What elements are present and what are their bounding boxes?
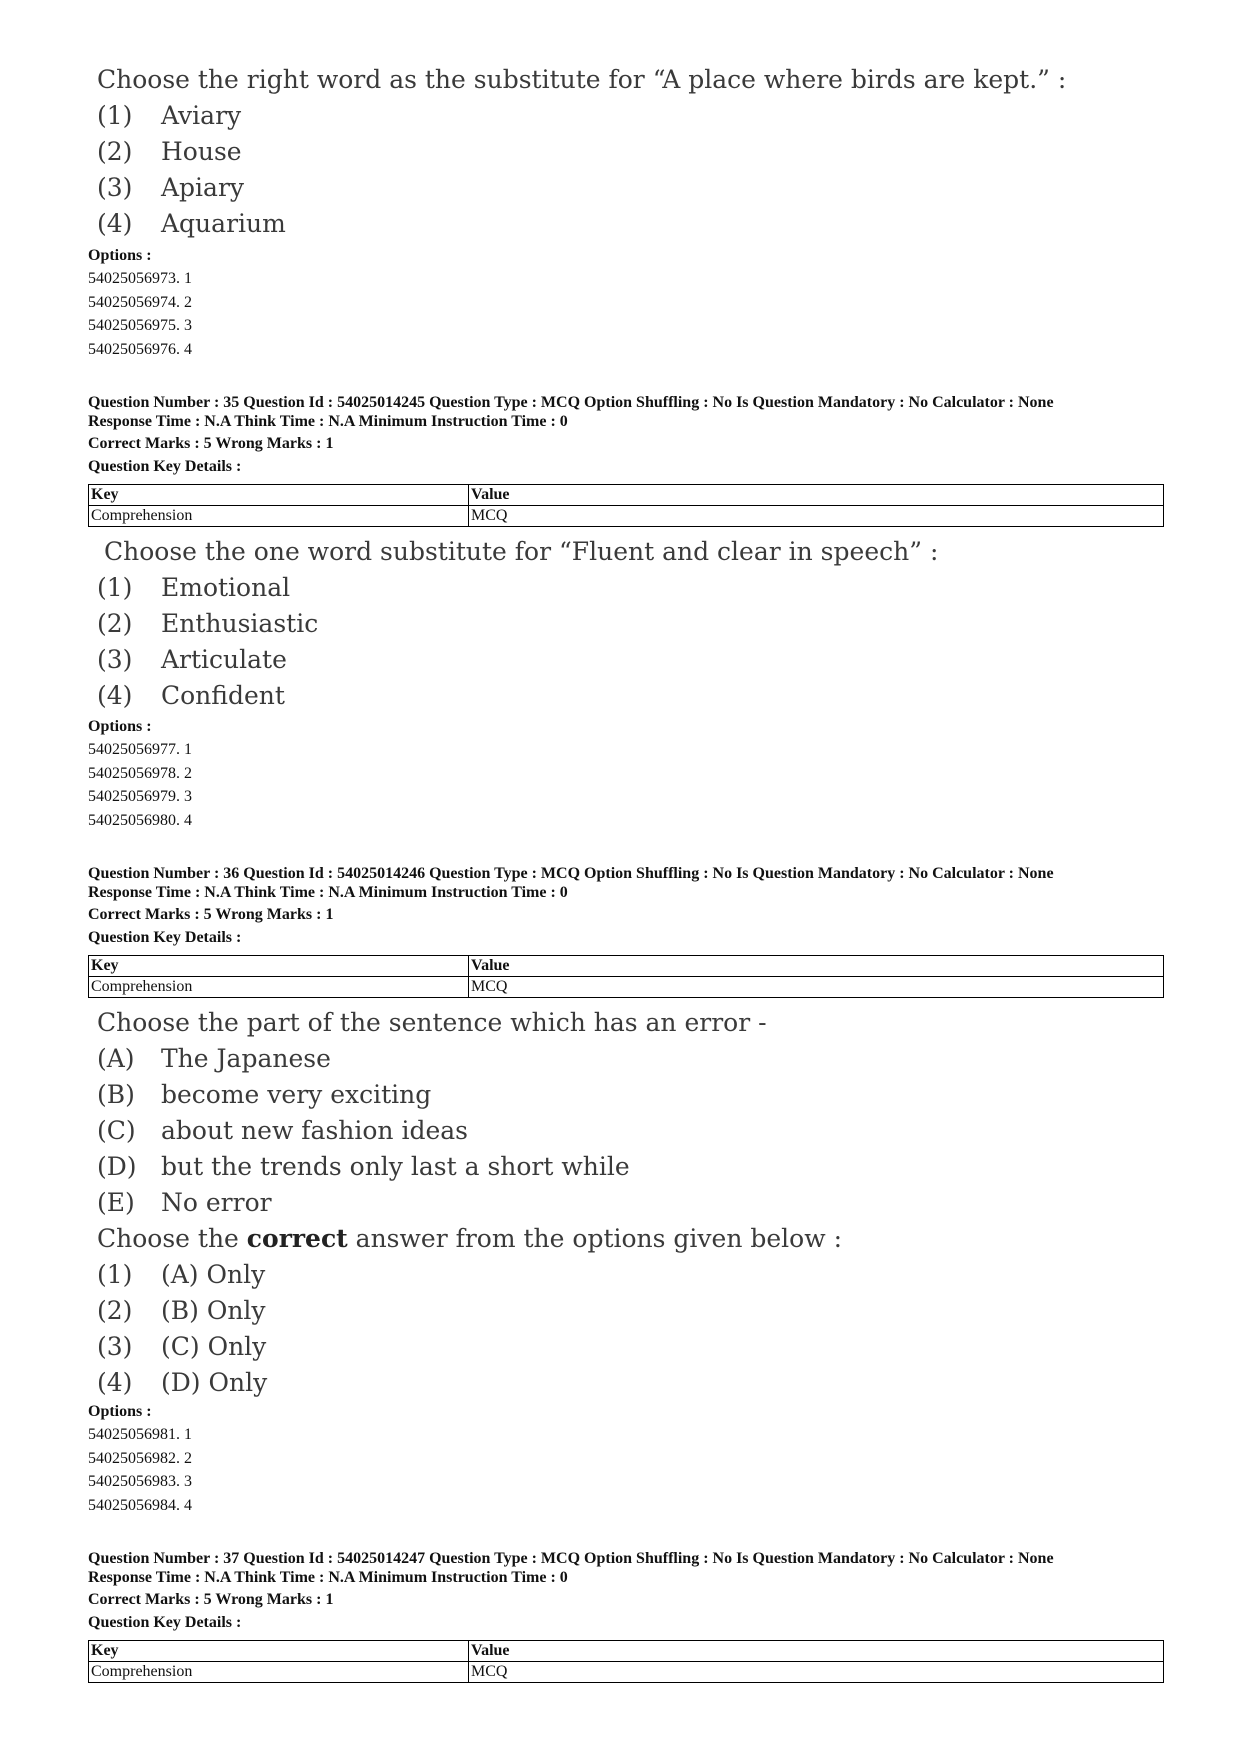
choice-text: Aquarium bbox=[161, 209, 286, 238]
q35-choices bbox=[97, 570, 318, 714]
choice-row bbox=[97, 98, 1066, 134]
choice-row bbox=[97, 206, 1066, 242]
choice-row bbox=[97, 134, 1066, 170]
choice-row bbox=[97, 170, 1066, 206]
choice-text: Confident bbox=[161, 681, 285, 710]
q36-options-list bbox=[88, 1400, 192, 1517]
choice-text: Apiary bbox=[161, 173, 245, 202]
question-key-details-label: Question Key Details : bbox=[88, 1613, 242, 1631]
choice-text: (C) Only bbox=[161, 1332, 267, 1361]
choice-number: (2) bbox=[97, 137, 133, 166]
table-header-value: Value bbox=[469, 485, 1164, 506]
options-label: Options : bbox=[88, 1403, 152, 1420]
q35-key-table bbox=[88, 484, 1164, 527]
question-timing-line: Response Time : N.A Think Time : N.A Minimum Instruction Time : 0 bbox=[88, 883, 568, 901]
question-key-details-label: Question Key Details : bbox=[88, 457, 242, 475]
sentence-part-row bbox=[97, 1041, 842, 1077]
choice-number: (1) bbox=[97, 573, 133, 602]
choice-text: (B) Only bbox=[161, 1296, 266, 1325]
table-cell-value: MCQ bbox=[469, 1662, 1164, 1683]
q36-key-table bbox=[88, 955, 1164, 998]
part-letter: (B) bbox=[97, 1080, 135, 1109]
choice-row bbox=[97, 570, 318, 606]
question-marks: Correct Marks : 5 Wrong Marks : 1 bbox=[88, 435, 334, 453]
q35-question-block bbox=[104, 534, 938, 570]
choice-number: (4) bbox=[97, 209, 133, 238]
question-header-line: Question Number : 36 Question Id : 54025014246 Question Type : MCQ Option Shuffling : No Is Question Mandatory : No Calculator : None bbox=[88, 865, 1054, 882]
question-marks: Correct Marks : 5 Wrong Marks : 1 bbox=[88, 906, 334, 924]
options-label: Options : bbox=[88, 718, 152, 735]
sentence-part-row bbox=[97, 1113, 842, 1149]
part-text: The Japanese bbox=[161, 1044, 331, 1073]
option-id: 54025056973. 1 bbox=[88, 270, 192, 288]
instruction-text: answer from the options given below : bbox=[347, 1224, 842, 1253]
q36-question-block bbox=[97, 1005, 842, 1401]
instruction-bold-text: correct bbox=[246, 1224, 348, 1253]
choice-number: (3) bbox=[97, 173, 133, 202]
table-cell-value: MCQ bbox=[469, 977, 1164, 998]
option-id: 54025056981. 1 bbox=[88, 1426, 192, 1444]
choice-number: (3) bbox=[97, 1332, 133, 1361]
part-text: become very exciting bbox=[161, 1080, 432, 1109]
choice-row bbox=[97, 678, 318, 714]
part-letter: (E) bbox=[97, 1188, 135, 1217]
choice-text: Emotional bbox=[161, 573, 291, 602]
choice-number: (4) bbox=[97, 1368, 133, 1397]
table-cell-key: Comprehension bbox=[89, 977, 469, 998]
option-id: 54025056977. 1 bbox=[88, 741, 192, 759]
choice-text: Articulate bbox=[161, 645, 287, 674]
table-header-value: Value bbox=[469, 1641, 1164, 1662]
part-text: about new fashion ideas bbox=[161, 1116, 469, 1145]
option-id: 54025056984. 4 bbox=[88, 1496, 192, 1514]
sentence-part-row bbox=[97, 1077, 842, 1113]
option-id: 54025056980. 4 bbox=[88, 811, 192, 829]
q35-header bbox=[88, 394, 1168, 476]
part-text: No error bbox=[161, 1188, 272, 1217]
part-letter: (C) bbox=[97, 1116, 136, 1145]
option-id: 54025056983. 3 bbox=[88, 1473, 192, 1491]
choice-row bbox=[97, 1365, 842, 1401]
q36-header bbox=[88, 865, 1168, 947]
choice-row bbox=[97, 606, 318, 642]
table-header-key: Key bbox=[89, 956, 469, 977]
question-marks: Correct Marks : 5 Wrong Marks : 1 bbox=[88, 1591, 334, 1609]
q34-question-block bbox=[97, 62, 1066, 242]
choice-text: (A) Only bbox=[161, 1260, 266, 1289]
choice-text: Aviary bbox=[161, 101, 242, 130]
question-header-line: Question Number : 35 Question Id : 54025014245 Question Type : MCQ Option Shuffling : No Is Question Mandatory : No Calculator : None bbox=[88, 394, 1054, 411]
table-cell-key: Comprehension bbox=[89, 506, 469, 527]
question-header-line: Question Number : 37 Question Id : 54025014247 Question Type : MCQ Option Shuffling : No Is Question Mandatory : No Calculator : None bbox=[88, 1550, 1054, 1567]
choice-text: (D) Only bbox=[161, 1368, 268, 1397]
choice-text: House bbox=[161, 137, 242, 166]
table-header-key: Key bbox=[89, 485, 469, 506]
question-stem: Choose the right word as the substitute for “A place where birds are kept.” : bbox=[97, 65, 1067, 94]
q37-header bbox=[88, 1550, 1168, 1632]
choice-row bbox=[97, 1257, 842, 1293]
part-letter: (D) bbox=[97, 1152, 137, 1181]
choice-row bbox=[97, 642, 318, 678]
choice-number: (1) bbox=[97, 101, 133, 130]
question-stem: Choose the one word substitute for “Fluent and clear in speech” : bbox=[104, 537, 939, 566]
choice-number: (3) bbox=[97, 645, 133, 674]
table-header-key: Key bbox=[89, 1641, 469, 1662]
table-header-value: Value bbox=[469, 956, 1164, 977]
table-cell-key: Comprehension bbox=[89, 1662, 469, 1683]
q35-options-list bbox=[88, 715, 192, 832]
option-id: 54025056974. 2 bbox=[88, 293, 192, 311]
question-instruction bbox=[97, 1221, 842, 1257]
instruction-text: Choose the bbox=[97, 1224, 247, 1253]
table-cell-value: MCQ bbox=[469, 506, 1164, 527]
options-label: Options : bbox=[88, 247, 152, 264]
option-id: 54025056975. 3 bbox=[88, 317, 192, 335]
choice-row bbox=[97, 1329, 842, 1365]
choice-number: (2) bbox=[97, 1296, 133, 1325]
option-id: 54025056982. 2 bbox=[88, 1449, 192, 1467]
choice-number: (4) bbox=[97, 681, 133, 710]
choice-text: Enthusiastic bbox=[161, 609, 319, 638]
sentence-part-row bbox=[97, 1149, 842, 1185]
sentence-part-row bbox=[97, 1185, 842, 1221]
part-text: but the trends only last a short while bbox=[161, 1152, 630, 1181]
choice-row bbox=[97, 1293, 842, 1329]
option-id: 54025056978. 2 bbox=[88, 764, 192, 782]
q37-key-table bbox=[88, 1640, 1164, 1683]
choice-number: (2) bbox=[97, 609, 133, 638]
choice-number: (1) bbox=[97, 1260, 133, 1289]
question-timing-line: Response Time : N.A Think Time : N.A Minimum Instruction Time : 0 bbox=[88, 1568, 568, 1586]
option-id: 54025056976. 4 bbox=[88, 340, 192, 358]
part-letter: (A) bbox=[97, 1044, 135, 1073]
question-timing-line: Response Time : N.A Think Time : N.A Minimum Instruction Time : 0 bbox=[88, 412, 568, 430]
question-stem: Choose the part of the sentence which has an error - bbox=[97, 1008, 767, 1037]
q34-options-list bbox=[88, 244, 192, 361]
question-key-details-label: Question Key Details : bbox=[88, 928, 242, 946]
option-id: 54025056979. 3 bbox=[88, 788, 192, 806]
